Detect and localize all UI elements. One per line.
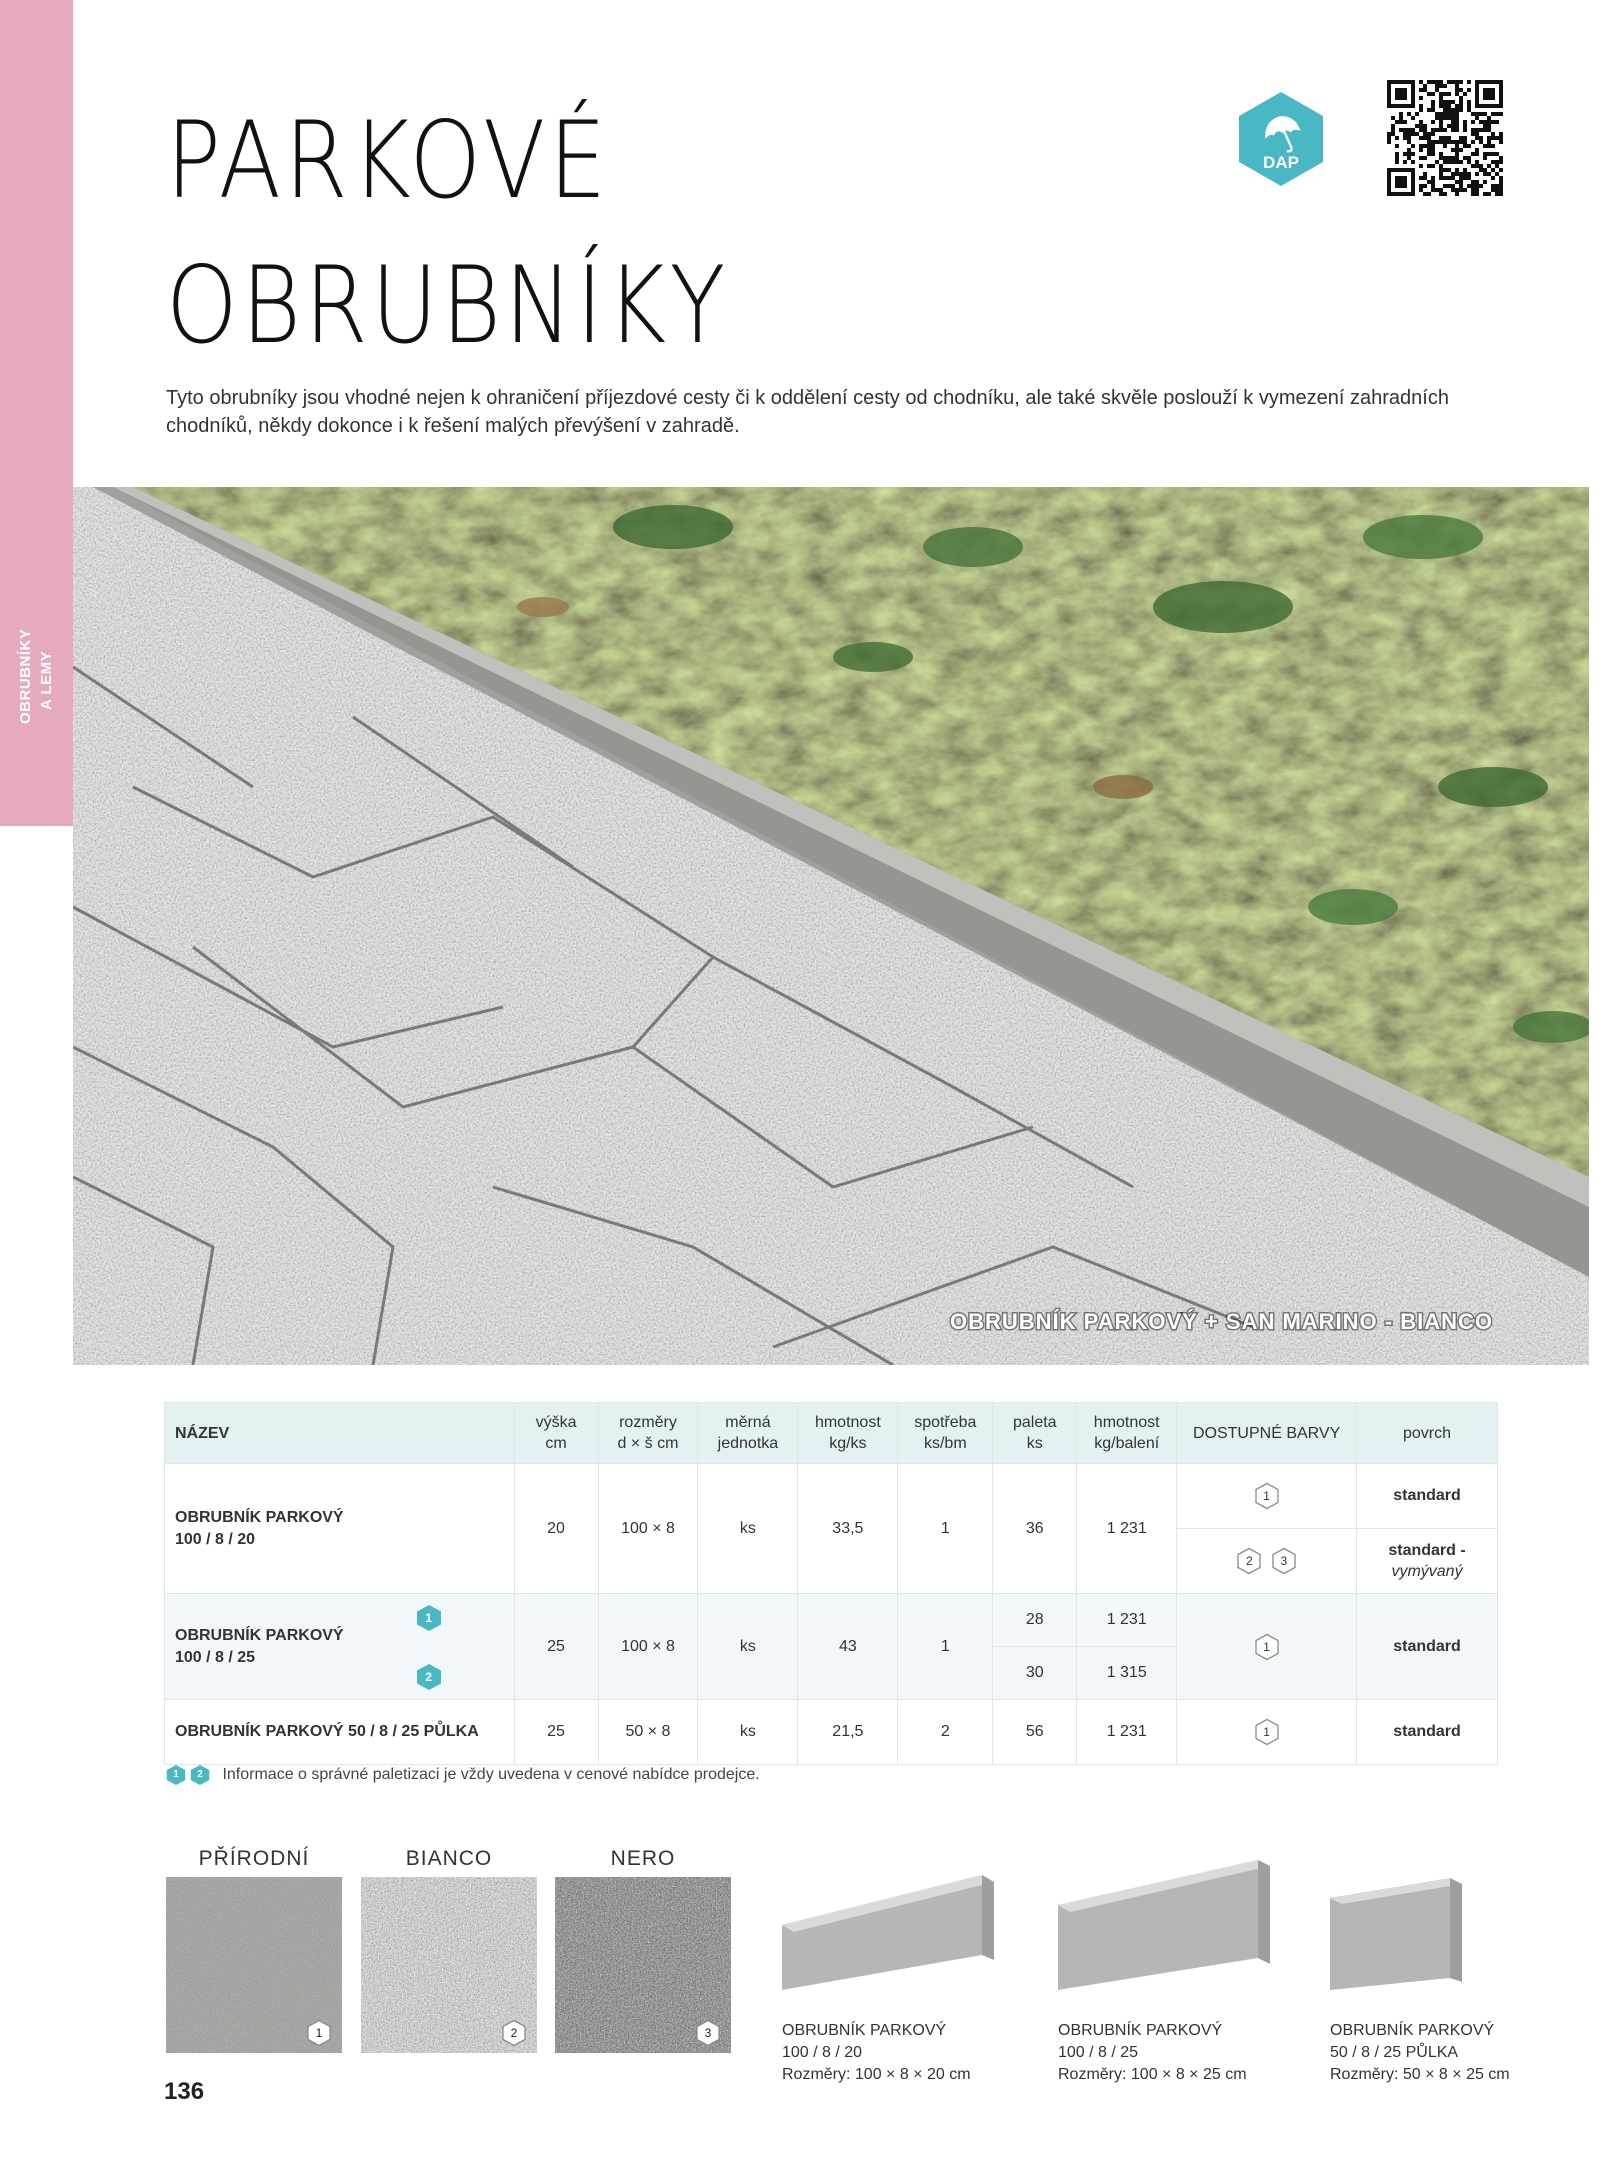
intro-paragraph: Tyto obrubníky jsou vhodné nejen k ohraničení příjezdové cesty či k oddělení cesty od chodníku, ale také skvěle poslouží k vymezení zahradních chodníků, někdy dokonce i k řešení malých převýšení v zahradě. [166, 387, 1449, 437]
cell-weight: 21,5 [798, 1700, 898, 1765]
cell-dims: 100 × 8 [598, 1594, 698, 1700]
color-marker: 3 [1271, 1547, 1297, 1575]
cell-pallet: 30 [993, 1647, 1077, 1700]
cell-consumption: 2 [898, 1700, 993, 1765]
col-colors: DOSTUPNÉ BARVY [1177, 1403, 1357, 1464]
color-marker: 2 [1236, 1547, 1262, 1575]
cell-pallet: 28 [993, 1594, 1077, 1647]
product-card [1058, 1860, 1288, 2083]
row-name: OBRUBNÍK PARKOVÝ 100 / 8 / 20 [165, 1464, 515, 1594]
dap-badge [1236, 90, 1326, 188]
cell-height: 20 [514, 1464, 598, 1594]
cell-surface: standard [1357, 1700, 1498, 1765]
cell-colors [1177, 1594, 1357, 1700]
table-header-row [165, 1403, 1498, 1464]
cell-weight: 43 [798, 1594, 898, 1700]
cell-pallet: 56 [993, 1700, 1077, 1765]
cell-consumption: 1 [898, 1464, 993, 1594]
product-caption: OBRUBNÍK PARKOVÝ 50 / 8 / 25 PŮLKA Rozměry: 50 × 8 × 25 cm [1330, 2022, 1510, 2083]
cell-height: 25 [514, 1700, 598, 1765]
cell-pack-weight: 1 231 [1077, 1594, 1177, 1647]
cell-colors [1177, 1529, 1357, 1594]
section-label-line1: OBRUBNÍKY [17, 628, 34, 724]
table-row [165, 1464, 1498, 1529]
cell-surface: standard - vymývaný [1357, 1529, 1498, 1594]
page-title-line2: OBRUBNÍKY [166, 244, 729, 367]
col-unit: měrná jednotka [698, 1403, 798, 1464]
cell-colors [1177, 1464, 1357, 1529]
cell-height: 25 [514, 1594, 598, 1700]
row-name: OBRUBNÍK PARKOVÝ 100 / 8 / 25 1 2 [165, 1594, 515, 1700]
photo-caption: OBRUBNÍK PARKOVÝ + SAN MARINO - BIANCO [949, 1309, 1493, 1334]
color-swatch-bianco [361, 1847, 537, 2053]
cell-surface: standard [1357, 1464, 1498, 1529]
product-image [1058, 1860, 1288, 2010]
cell-pallet: 36 [993, 1464, 1077, 1594]
cell-pack-weight: 1 231 [1077, 1464, 1177, 1594]
spec-table [164, 1402, 1498, 1765]
product-image [1330, 1860, 1560, 2010]
color-swatch-prirodni [166, 1847, 342, 2053]
swatch-label: BIANCO [405, 1847, 493, 1870]
svg-text:DAP: DAP [1263, 153, 1299, 172]
col-name: NÁZEV [165, 1403, 515, 1464]
row-name: OBRUBNÍK PARKOVÝ 50 / 8 / 25 PŮLKA [165, 1700, 515, 1765]
color-swatch-nero [555, 1847, 731, 2053]
cell-dims: 50 × 8 [598, 1700, 698, 1765]
section-label-line2: A LEMY [38, 650, 55, 710]
product-card [1330, 1860, 1560, 2083]
col-height: výška cm [514, 1403, 598, 1464]
page-number: 136 [164, 2078, 205, 2105]
cell-surface: standard [1357, 1594, 1498, 1700]
pallet-note-marker: 1 [416, 1604, 442, 1632]
qr-code[interactable] [1387, 80, 1503, 196]
table-row [165, 1594, 1498, 1647]
col-weight: hmotnost kg/ks [798, 1403, 898, 1464]
pallet-note-marker: 2 [416, 1663, 442, 1691]
col-dims: rozměry d × š cm [598, 1403, 698, 1464]
product-caption: OBRUBNÍK PARKOVÝ 100 / 8 / 25 Rozměry: 100 × 8 × 25 cm [1058, 2022, 1247, 2083]
col-pallet: paleta ks [993, 1403, 1077, 1464]
cell-pack-weight: 1 231 [1077, 1700, 1177, 1765]
color-marker: 1 [1254, 1718, 1280, 1746]
color-marker: 1 [306, 2019, 332, 2047]
cell-unit: ks [698, 1594, 798, 1700]
col-surface: povrch [1357, 1403, 1498, 1464]
section-label [2, 622, 72, 732]
cell-colors [1177, 1700, 1357, 1765]
color-marker: 1 [1254, 1482, 1280, 1510]
col-consumption: spotřeba ks/bm [898, 1403, 993, 1464]
cell-weight: 33,5 [798, 1464, 898, 1594]
color-marker: 2 [501, 2019, 527, 2047]
col-pack-weight: hmotnost kg/balení [1077, 1403, 1177, 1464]
swatch-texture [361, 1877, 537, 2053]
swatch-texture [555, 1877, 731, 2053]
footnote-marker: 1 [166, 1764, 186, 1786]
product-caption: OBRUBNÍK PARKOVÝ 100 / 8 / 20 Rozměry: 100 × 8 × 20 cm [782, 2022, 971, 2083]
page-title [166, 88, 820, 378]
table-footnote [164, 1764, 760, 1786]
swatch-label: PŘÍRODNÍ [198, 1847, 310, 1870]
swatch-label: NERO [610, 1847, 676, 1870]
cell-unit: ks [698, 1464, 798, 1594]
product-image [782, 1860, 1012, 2010]
swatch-texture [166, 1877, 342, 2053]
cell-unit: ks [698, 1700, 798, 1765]
color-marker: 1 [1254, 1633, 1280, 1661]
page-title-line1: PARKOVÉ [166, 99, 610, 222]
product-card [782, 1860, 1012, 2083]
color-marker: 3 [695, 2019, 721, 2047]
table-row [165, 1700, 1498, 1765]
cell-consumption: 1 [898, 1594, 993, 1700]
footnote-text: Informace o správné paletizaci je vždy uvedena v cenové nabídce prodejce. [222, 1766, 760, 1784]
hero-photo [73, 487, 1589, 1365]
footnote-marker: 2 [190, 1764, 210, 1786]
cell-pack-weight: 1 315 [1077, 1647, 1177, 1700]
cell-dims: 100 × 8 [598, 1464, 698, 1594]
